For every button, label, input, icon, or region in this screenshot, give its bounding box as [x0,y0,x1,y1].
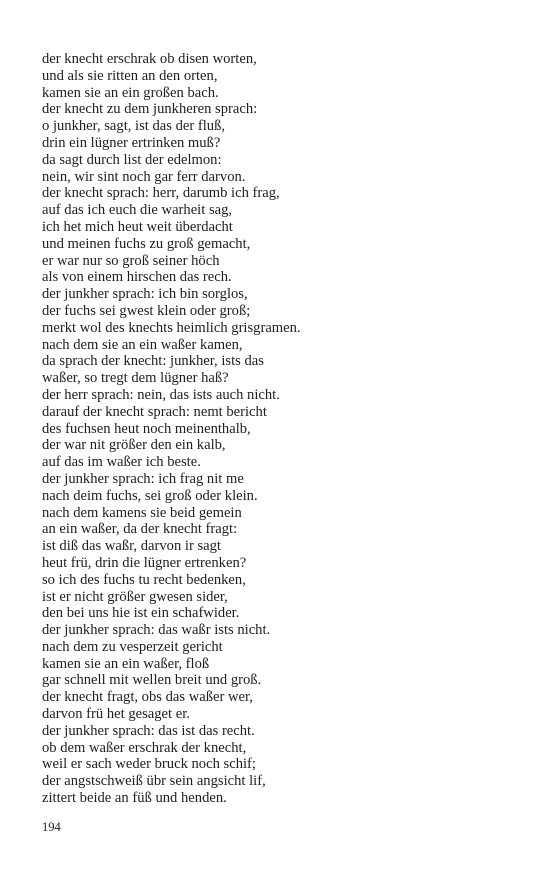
poem-line: so ich des fuchs tu recht bedenken, [42,571,246,588]
poem-line: der angstschweiß übr sein angsicht lif, [42,773,266,790]
poem-line: des fuchsen heut noch meinenthalb, [42,420,251,437]
poem-line: waßer, so tregt dem lügner haß? [42,370,229,387]
poem-line: heut frü, drin die lügner ertrenken? [42,554,247,571]
poem-line: der junkher sprach: das waßr ists nicht. [42,622,271,639]
poem-line: darvon frü het gesaget er. [42,706,190,723]
poem-line: zittert beide an füß und henden. [42,790,227,807]
poem-line: nach dem kamens sie beid gemein [42,504,242,521]
poem-line: und meinen fuchs zu groß gemacht, [42,235,251,252]
poem-line: ob dem waßer erschrak der knecht, [42,739,247,756]
poem-line: gar schnell mit wellen breit und groß. [42,672,262,689]
poem-line: der war nit größer den ein kalb, [42,437,226,454]
poem-line: nein, wir sint noch gar ferr darvon. [42,168,246,185]
poem-line: ist er nicht größer gwesen sider, [42,588,228,605]
poem-line: der junkher sprach: ich bin sorglos, [42,286,248,303]
poem-line: auf das ich euch die warheit sag, [42,202,233,219]
poem-line: o junkher, sagt, ist das der fluß, [42,118,226,135]
poem-line: der knecht sprach: herr, darumb ich frag, [42,185,280,202]
poem-line: kamen sie an ein waßer, floß [42,655,210,672]
poem-line: der knecht fragt, obs das waßer wer, [42,689,253,706]
poem-line: da sprach der knecht: junkher, ists das [42,353,264,370]
poem-line: ich het mich heut weit überdacht [42,218,233,235]
poem-line: und als sie ritten an den orten, [42,67,218,84]
poem-line: weil er sach weder bruck noch schif; [42,756,256,773]
poem-line: den bei uns hie ist ein schafwider. [42,605,240,622]
poem-line: kamen sie an ein großen bach. [42,84,219,101]
poem-line: da sagt durch list der edelmon: [42,151,222,168]
poem-line: der knecht erschrak ob disen worten, [42,51,257,67]
poem-line: der fuchs sei gwest klein oder groß; [42,302,251,319]
poem-line: der herr sprach: nein, das ists auch nicht. [42,386,280,403]
poem-line: als von einem hirschen das rech. [42,269,232,286]
poem-line: darauf der knecht sprach: nemt bericht [42,403,267,420]
poem-line: nach deim fuchs, sei groß oder klein. [42,487,258,504]
poem-line: nach dem sie an ein waßer kamen, [42,336,243,353]
poem-line: er war nur so groß seiner höch [42,252,220,269]
poem-line: auf das im waßer ich beste. [42,454,201,471]
poem-line: der junkher sprach: ich frag nit me [42,470,244,487]
poem-line: der junkher sprach: das ist das recht. [42,722,255,739]
poem-line: nach dem zu vesperzeit gericht [42,638,223,655]
poem-line: merkt wol des knechts heimlich grisgramen. [42,319,301,336]
poem-line: an ein waßer, da der knecht fragt: [42,521,238,538]
poem-line: der knecht zu dem junkheren sprach: [42,101,258,118]
page-number: 194 [42,820,61,834]
poem-text [42,51,301,807]
poem-line: ist diß das waßr, darvon ir sagt [42,538,221,555]
poem-line: drin ein lügner ertrinken muß? [42,134,221,151]
